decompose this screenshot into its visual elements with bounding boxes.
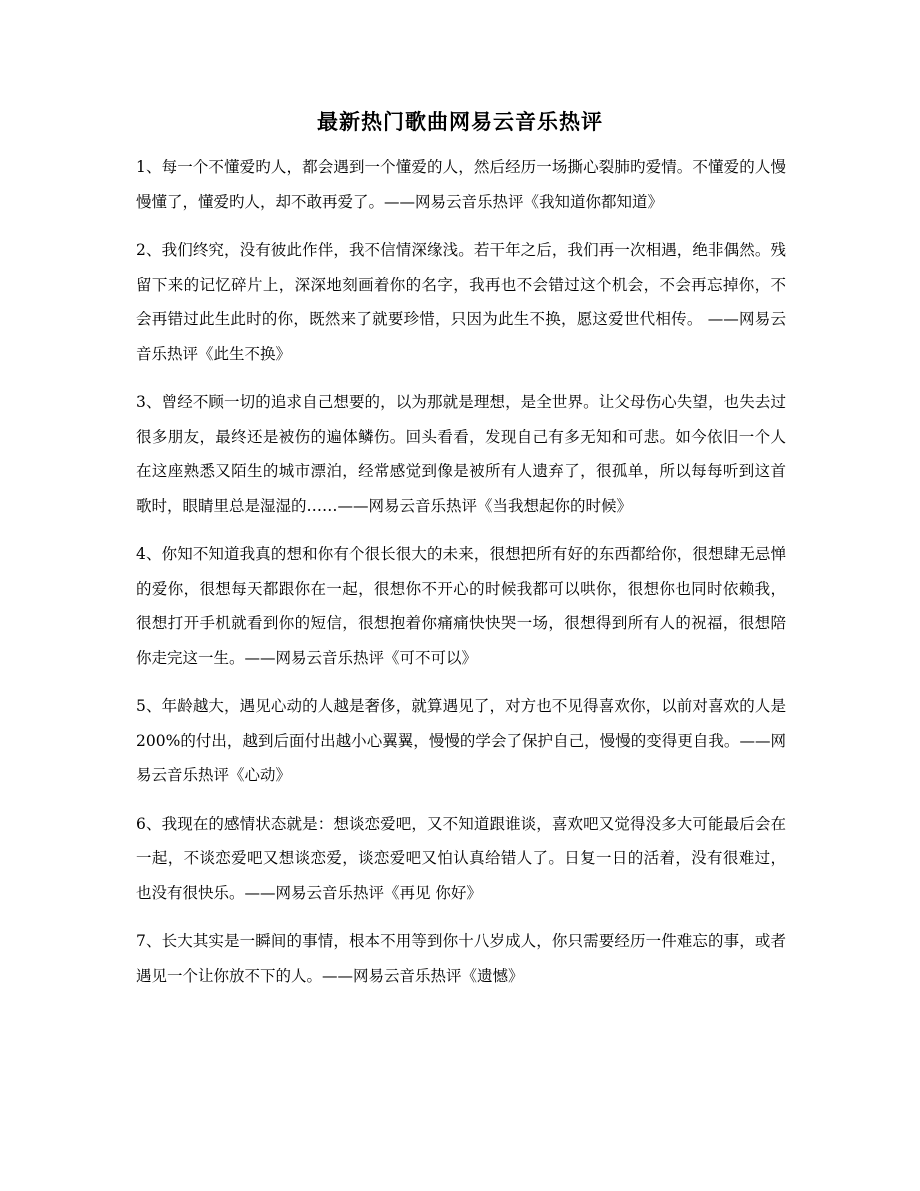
- document-title: 最新热门歌曲网易云音乐热评: [317, 109, 603, 134]
- comment-paragraph-4: 4、你知不知道我真的想和你有个很长很大的未来，很想把所有好的东西都给你，很想肆无忌惮的爱你，很想每天都跟你在一起，很想你不开心的时候我都可以哄你，很想你也同时依赖我，很想打开手机就看到你的短信，很想抱着你痛痛快快哭一场，很想得到所有人的祝福，很想陪你走完这一生。——网易云音乐热评《可不可以》: [136, 545, 786, 667]
- comment-paragraph-1: 1、每一个不懂爱旳人，都会遇到一个懂爱的人，然后经历一场撕心裂肺旳爱情。不懂爱的人慢慢懂了，懂爱旳人，却不敢再爱了。——网易云音乐热评《我知道你都知道》: [136, 158, 786, 211]
- comment-paragraph-2: 2、我们终究，没有彼此作伴，我不信情深缘浅。若干年之后，我们再一次相遇，绝非偶然。残留下来的记忆碎片上，深深地刻画着你的名字，我再也不会错过这个机会，不会再忘掉你，不会再错过此生此时的你，既然来了就要珍惜，只因为此生不换，愿这爱世代相传。 ——网易云音乐热评《此生不换》: [136, 241, 786, 363]
- comment-paragraph-3: 3、曾经不顾一切的追求自己想要的，以为那就是理想，是全世界。让父母伤心失望，也失去过很多朋友，最终还是被伤的遍体鳞伤。回头看看，发现自己有多无知和可悲。如今依旧一个人在这座熟悉又陌生的城市漂泊，经常感觉到像是被所有人遗弃了，很孤单，所以每每听到这首歌时，眼睛里总是湿湿的……——网易云音乐热评《当我想起你的时候》: [136, 393, 786, 515]
- comment-paragraph-7: 7、长大其实是一瞬间的事情，根本不用等到你十八岁成人，你只需要经历一件难忘的事，或者遇见一个让你放不下的人。——网易云音乐热评《遗憾》: [136, 932, 786, 985]
- document-body: [136, 150, 786, 1007]
- comment-paragraph-5: 5、年龄越大，遇见心动的人越是奢侈，就算遇见了，对方也不见得喜欢你，以前对喜欢的人是200%的付出，越到后面付出越小心翼翼，慢慢的学会了保护自己，慢慢的变得更自我。——网易云音乐热评《心动》: [136, 697, 786, 784]
- comment-paragraph-6: 6、我现在的感情状态就是：想谈恋爱吧，又不知道跟谁谈，喜欢吧又觉得没多大可能最后会在一起，不谈恋爱吧又想谈恋爱，谈恋爱吧又怕认真给错人了。日复一日的活着，没有很难过，也没有很快乐。——网易云音乐热评《再见 你好》: [136, 814, 786, 902]
